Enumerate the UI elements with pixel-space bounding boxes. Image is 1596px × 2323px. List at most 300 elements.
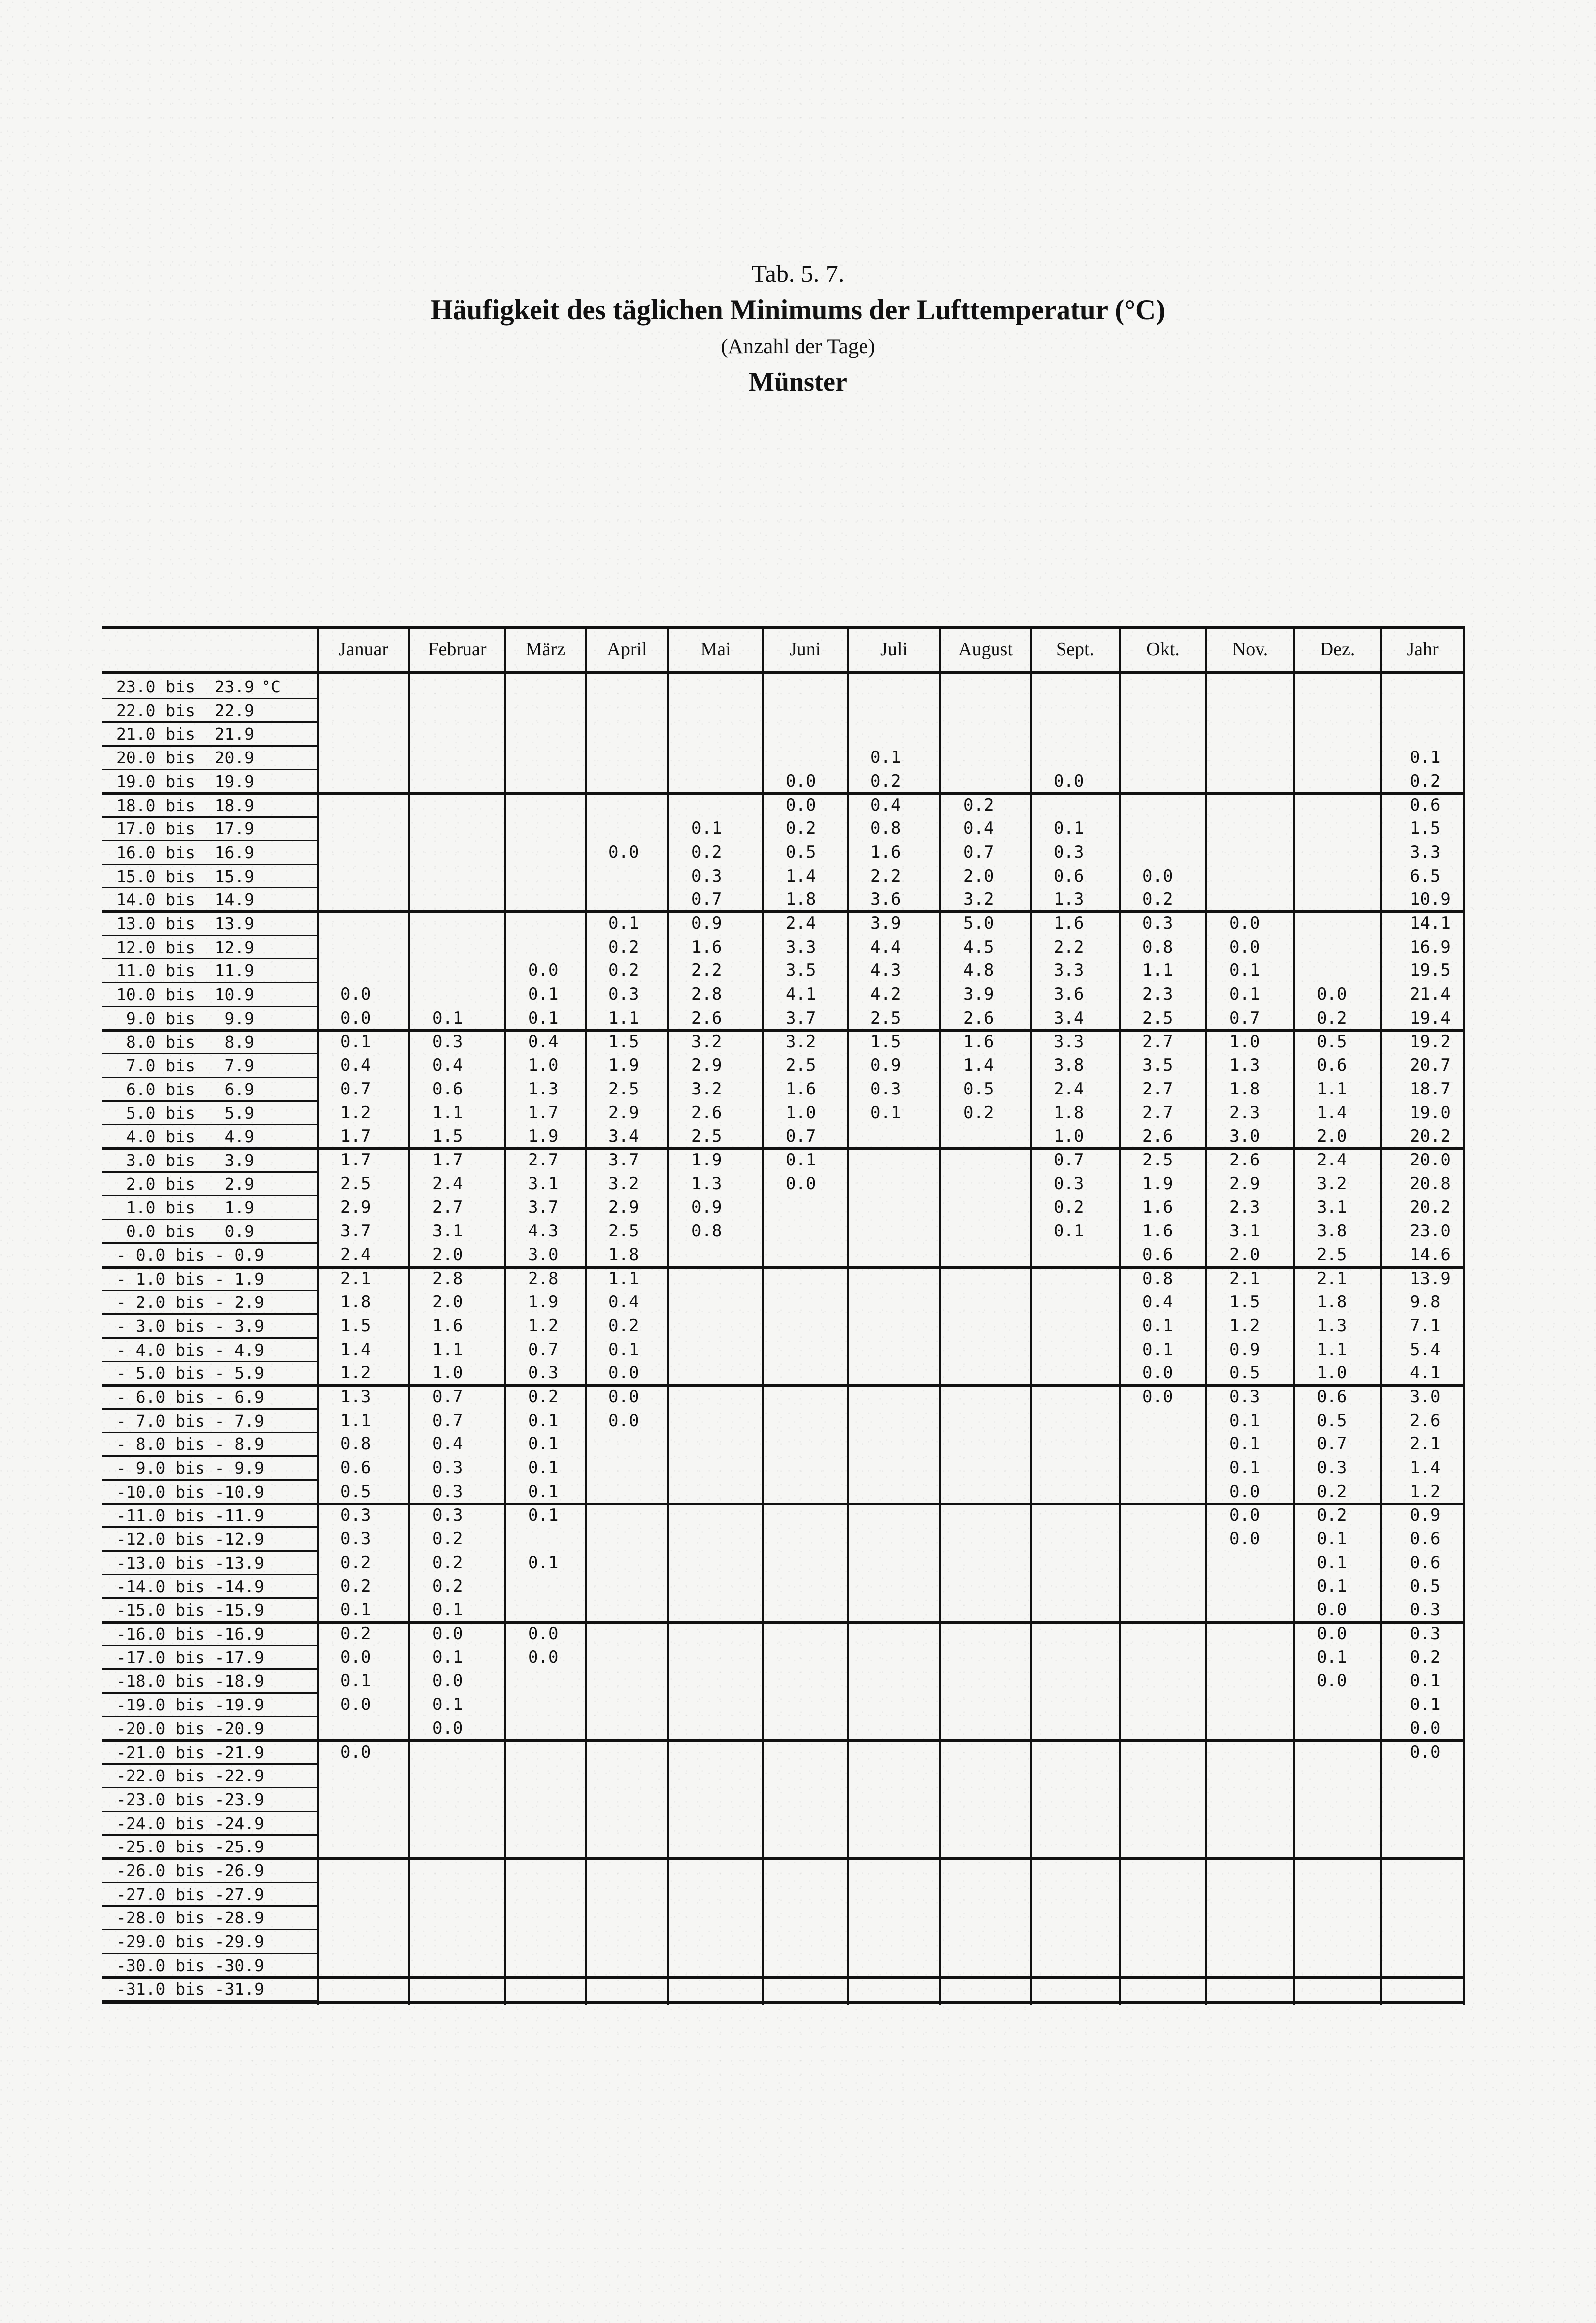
table-cell-value: 1.1 [1317, 1079, 1347, 1099]
row-range-label: - 5.0 bis - 5.9 [116, 1364, 265, 1383]
table-cell-value: 6.5 [1410, 866, 1441, 886]
table-cell-value: 2.5 [691, 1126, 722, 1147]
column-header: Sept. [1056, 639, 1095, 660]
table-cell-value: 0.0 [432, 1624, 463, 1643]
table-cell-value: 1.9 [528, 1126, 559, 1147]
table-cell-value: 2.4 [432, 1173, 463, 1194]
row-range-label: 17.0 bis 17.9 [116, 819, 255, 839]
table-cell-value: 2.1 [340, 1268, 371, 1289]
table-cell-value: 1.3 [691, 1173, 722, 1194]
table-cell-value: 0.0 [1317, 1624, 1347, 1643]
table-cell-value: 2.8 [432, 1268, 463, 1289]
row-range-label: 14.0 bis 14.9 [116, 890, 255, 910]
table-cell-value: 0.5 [1317, 1031, 1347, 1052]
table-cell-value: 0.1 [340, 1600, 371, 1620]
table-cell-value: 0.2 [1317, 1008, 1347, 1028]
row-range-label: -14.0 bis -14.9 [116, 1576, 265, 1596]
table-cell-value: 0.2 [1054, 1197, 1084, 1218]
table-cell-value: 2.6 [691, 1102, 722, 1123]
row-range-label: -17.0 bis -17.9 [116, 1647, 265, 1667]
table-cell-value: 20.8 [1410, 1173, 1451, 1194]
table-cell-value: 2.3 [1142, 984, 1173, 1005]
table-cell-value: 1.2 [340, 1102, 371, 1123]
table-cell-value: 0.2 [1317, 1481, 1347, 1502]
table-cell-value: 3.2 [786, 1031, 816, 1052]
table-cell-value: 1.1 [432, 1102, 463, 1123]
table-cell-value: 4.3 [528, 1221, 559, 1241]
table-cell-value: 1.6 [1142, 1197, 1173, 1218]
table-cell-value: 3.7 [608, 1150, 639, 1170]
table-cell-value: 0.0 [340, 984, 371, 1005]
table-cell-value: 1.0 [1054, 1126, 1084, 1147]
table-cell-value: 0.1 [528, 1481, 559, 1502]
table-cell-value: 0.1 [528, 1434, 559, 1454]
table-cell-value: 19.5 [1410, 960, 1451, 981]
table-cell-value: 0.1 [1142, 1315, 1173, 1336]
table-cell-value: 19.0 [1410, 1102, 1451, 1123]
table-cell-value: 0.7 [691, 889, 722, 910]
table-cell-value: 0.3 [432, 1031, 463, 1052]
table-cell-value: 0.9 [1410, 1505, 1441, 1525]
table-cell-value: 0.6 [340, 1458, 371, 1478]
table-cell-value: 2.8 [691, 984, 722, 1005]
table-number: Tab. 5. 7. [751, 260, 845, 287]
table-cell-value: 0.7 [1229, 1008, 1260, 1028]
table-cell-value: 2.9 [608, 1197, 639, 1218]
table-cell-value: 20.2 [1410, 1197, 1451, 1218]
table-cell-value: 0.1 [870, 748, 901, 768]
table-cell-value: 1.8 [1054, 1102, 1084, 1123]
column-divider [762, 626, 764, 2005]
table-cell-value: 0.3 [691, 866, 722, 886]
table-cell-value: 2.9 [1229, 1173, 1260, 1194]
table-cell-value: 0.5 [1229, 1363, 1260, 1383]
table-cell-value: 21.4 [1410, 984, 1451, 1005]
row-range-label: -16.0 bis -16.9 [116, 1624, 265, 1643]
table-cell-value: 3.3 [1410, 842, 1441, 862]
table-cell-value: 0.0 [1142, 1363, 1173, 1383]
row-range-label: -19.0 bis -19.9 [116, 1695, 265, 1715]
table-cell-value: 13.9 [1410, 1268, 1451, 1289]
table-cell-value: 0.6 [432, 1079, 463, 1099]
table-cell-value: 0.0 [528, 1624, 559, 1643]
table-cell-value: 1.0 [432, 1363, 463, 1383]
table-cell-value: 20.2 [1410, 1126, 1451, 1147]
row-range-label: - 0.0 bis - 0.9 [116, 1245, 265, 1265]
row-range-label: -21.0 bis -21.9 [116, 1742, 265, 1762]
table-cell-value: 1.0 [1317, 1363, 1347, 1383]
table-cell-value: 1.1 [340, 1410, 371, 1431]
row-range-label: -12.0 bis -12.9 [116, 1529, 265, 1549]
table-cell-value: 0.7 [432, 1387, 463, 1407]
table-cell-value: 0.1 [1229, 984, 1260, 1005]
row-range-label: -23.0 bis -23.9 [116, 1789, 265, 1809]
table-cell-value: 0.0 [1142, 866, 1173, 886]
column-header: Juni [789, 639, 821, 660]
table-cell-value: 0.0 [1317, 1671, 1347, 1691]
table-cell-value: 0.7 [528, 1339, 559, 1360]
table-cell-value: 3.3 [1054, 960, 1084, 981]
table-cell-value: 2.7 [1142, 1079, 1173, 1099]
table-cell-value: 0.1 [1410, 748, 1441, 768]
table-cell-value: 2.7 [1142, 1031, 1173, 1052]
table-cell-value: 0.2 [528, 1387, 559, 1407]
table-cell-value: 4.8 [963, 960, 994, 981]
table-cell-value: 3.0 [1229, 1126, 1260, 1147]
table-cell-value: 4.1 [786, 984, 816, 1005]
table-cell-value: 1.3 [1054, 889, 1084, 910]
table-cell-value: 3.5 [786, 960, 816, 981]
table-cell-value: 1.0 [1229, 1031, 1260, 1052]
row-range-label: 22.0 bis 22.9 [116, 700, 255, 720]
column-divider [1205, 626, 1207, 2005]
column-header: April [607, 639, 647, 660]
row-range-label: -31.0 bis -31.9 [116, 1979, 265, 1999]
table-cell-value: 0.0 [1317, 984, 1347, 1005]
table-cell-value: 3.9 [870, 913, 901, 933]
table-cell-value: 20.0 [1410, 1150, 1451, 1170]
table-cell-value: 0.1 [432, 1600, 463, 1620]
table-cell-value: 0.1 [528, 1552, 559, 1572]
row-range-label: 21.0 bis 21.9 [116, 724, 255, 744]
table-cell-value: 1.2 [340, 1363, 371, 1383]
table-cell-value: 1.6 [1142, 1221, 1173, 1241]
table-cell-value: 2.2 [1054, 937, 1084, 957]
table-cell-value: 1.4 [786, 866, 816, 886]
table-cell-value: 0.2 [691, 842, 722, 862]
table-cell-value: 1.9 [608, 1055, 639, 1076]
row-range-label: - 9.0 bis - 9.9 [116, 1458, 265, 1478]
table-cell-value: 1.6 [691, 937, 722, 957]
column-header: Jahr [1407, 639, 1439, 660]
row-range-label: 11.0 bis 11.9 [116, 961, 255, 981]
table-cell-value: 0.0 [1317, 1600, 1347, 1620]
row-range-label: - 6.0 bis - 6.9 [116, 1387, 265, 1407]
row-range-label: - 4.0 bis - 4.9 [116, 1340, 265, 1360]
table-cell-value: 0.9 [691, 1197, 722, 1218]
table-cell-value: 18.7 [1410, 1079, 1451, 1099]
table-cell-value: 23.0 [1410, 1221, 1451, 1241]
column-divider [317, 626, 319, 2005]
table-cell-value: 0.0 [432, 1718, 463, 1738]
table-cell-value: 0.4 [870, 795, 901, 815]
table-cell-value: 0.1 [786, 1150, 816, 1170]
table-cell-value: 2.5 [1142, 1008, 1173, 1028]
table-cell-value: 2.0 [1229, 1244, 1260, 1265]
frequency-table [102, 626, 1464, 2005]
table-cell-value: 0.3 [432, 1505, 463, 1525]
column-divider [585, 626, 587, 2005]
table-cell-value: 0.0 [608, 1410, 639, 1431]
table-cell-value: 0.3 [340, 1529, 371, 1549]
table-cell-value: 4.1 [1410, 1363, 1441, 1383]
table-cell-value: 3.2 [608, 1173, 639, 1194]
table-cell-value: 0.0 [340, 1742, 371, 1762]
table-cell-value: 0.3 [608, 984, 639, 1005]
row-range-label: 12.0 bis 12.9 [116, 937, 255, 957]
table-cell-value: 0.2 [432, 1552, 463, 1572]
table-cell-value: 14.6 [1410, 1244, 1451, 1265]
table-cell-value: 2.7 [1142, 1102, 1173, 1123]
table-cell-value: 2.6 [1142, 1126, 1173, 1147]
table-heading: Häufigkeit des täglichen Minimums der Lufttemperatur (°C) [430, 294, 1166, 326]
table-cell-value: 2.5 [1142, 1150, 1173, 1170]
row-range-label: 3.0 bis 3.9 [116, 1151, 255, 1170]
table-cell-value: 10.9 [1410, 889, 1451, 910]
table-cell-value: 0.0 [1229, 1481, 1260, 1502]
table-cell-value: 1.5 [1229, 1292, 1260, 1312]
table-cell-value: 0.8 [340, 1434, 371, 1454]
table-cell-value: 1.6 [963, 1031, 994, 1052]
table-cell-value: 1.8 [608, 1244, 639, 1265]
table-cell-value: 3.2 [963, 889, 994, 910]
table-cell-value: 3.7 [340, 1221, 371, 1241]
table-cell-value: 1.1 [608, 1008, 639, 1028]
row-range-label: -28.0 bis -28.9 [116, 1908, 265, 1928]
table-cell-value: 0.6 [1317, 1055, 1347, 1076]
column-header: Juli [880, 639, 908, 660]
table-cell-value: 1.6 [1054, 913, 1084, 933]
table-cell-value: 0.1 [528, 1458, 559, 1478]
table-cell-value: 1.9 [1142, 1173, 1173, 1194]
table-cell-value: 2.5 [608, 1079, 639, 1099]
table-cell-value: 0.0 [786, 795, 816, 815]
column-divider [1380, 626, 1382, 2005]
table-cell-value: 0.0 [608, 842, 639, 862]
table-cell-value: 0.3 [340, 1505, 371, 1525]
table-cell-value: 4.4 [870, 937, 901, 957]
table-cell-value: 0.2 [608, 1315, 639, 1336]
table-cell-value: 0.8 [691, 1221, 722, 1241]
table-cell-value: 0.0 [1229, 1529, 1260, 1549]
row-range-label: -29.0 bis -29.9 [116, 1932, 265, 1952]
column-divider [1119, 626, 1121, 2005]
row-range-label: 15.0 bis 15.9 [116, 866, 255, 886]
table-cell-value: 2.4 [1317, 1150, 1347, 1170]
table-cell-value: 0.4 [608, 1292, 639, 1312]
column-divider [847, 626, 849, 2005]
table-cell-value: 0.1 [870, 1102, 901, 1123]
row-range-label: 20.0 bis 20.9 [116, 748, 255, 768]
table-cell-value: 3.7 [528, 1197, 559, 1218]
column-divider [1463, 626, 1465, 2005]
row-range-label: -10.0 bis -10.9 [116, 1482, 265, 1502]
table-cell-value: 0.1 [1054, 1221, 1084, 1241]
table-cell-value: 1.8 [340, 1292, 371, 1312]
row-range-label: 16.0 bis 16.9 [116, 842, 255, 862]
table-cell-value: 2.9 [340, 1197, 371, 1218]
table-cell-value: 20.7 [1410, 1055, 1451, 1076]
column-header: Mai [700, 639, 731, 660]
column-header: August [958, 639, 1013, 660]
table-cell-value: 3.6 [870, 889, 901, 910]
row-range-label: -18.0 bis -18.9 [116, 1671, 265, 1691]
table-cell-value: 0.1 [1410, 1695, 1441, 1715]
table-cell-value: 0.1 [528, 1410, 559, 1431]
row-range-label: -30.0 bis -30.9 [116, 1955, 265, 1975]
table-cell-value: 0.9 [691, 913, 722, 933]
table-cell-value: 0.2 [963, 1102, 994, 1123]
table-cell-value: 3.1 [528, 1173, 559, 1194]
table-cell-value: 0.1 [340, 1671, 371, 1691]
table-cell-value: 0.6 [1410, 795, 1441, 815]
table-cell-value: 1.0 [786, 1102, 816, 1123]
row-range-label: 7.0 bis 7.9 [116, 1056, 255, 1076]
table-cell-value: 2.9 [691, 1055, 722, 1076]
table-cell-value: 5.4 [1410, 1339, 1441, 1360]
table-cell-value: 0.2 [432, 1576, 463, 1596]
table-cell-value: 0.1 [1317, 1576, 1347, 1596]
table-cell-value: 0.1 [1317, 1552, 1347, 1572]
table-cell-value: 2.1 [1410, 1434, 1441, 1454]
table-cell-value: 2.7 [432, 1197, 463, 1218]
table-cell-value: 2.5 [1317, 1244, 1347, 1265]
table-cell-value: 2.5 [340, 1173, 371, 1194]
table-cell-value: 2.6 [1229, 1150, 1260, 1170]
row-range-label: 6.0 bis 6.9 [116, 1079, 255, 1099]
row-range-label: -25.0 bis -25.9 [116, 1837, 265, 1857]
table-cell-value: 0.0 [1229, 913, 1260, 933]
row-range-label: 9.0 bis 9.9 [116, 1008, 255, 1028]
row-range-label: -27.0 bis -27.9 [116, 1884, 265, 1904]
table-cell-value: 19.2 [1410, 1031, 1451, 1052]
table-cell-value: 2.2 [691, 960, 722, 981]
table-cell-value: 0.2 [340, 1552, 371, 1572]
table-cell-value: 2.5 [870, 1008, 901, 1028]
table-cell-value: 1.8 [786, 889, 816, 910]
table-cell-value: 0.3 [1410, 1624, 1441, 1643]
table-cell-value: 2.6 [963, 1008, 994, 1028]
table-cell-value: 3.1 [432, 1221, 463, 1241]
table-cell-value: 2.3 [1229, 1197, 1260, 1218]
table-cell-value: 1.1 [1142, 960, 1173, 981]
table-cell-value: 3.7 [786, 1008, 816, 1028]
table-cell-value: 0.3 [1317, 1458, 1347, 1478]
table-cell-value: 0.2 [608, 937, 639, 957]
table-bottom-rule [102, 2001, 1464, 2004]
table-cell-value: 1.0 [528, 1055, 559, 1076]
table-cell-value: 0.2 [786, 819, 816, 839]
column-divider [408, 626, 410, 2005]
table-cell-value: 1.6 [870, 842, 901, 862]
table-cell-value: 1.1 [1317, 1339, 1347, 1360]
table-cell-value: 0.2 [340, 1624, 371, 1643]
table-cell-value: 0.3 [1410, 1600, 1441, 1620]
table-cell-value: 1.8 [1229, 1079, 1260, 1099]
row-range-label: 2.0 bis 2.9 [116, 1174, 255, 1194]
table-cell-value: 0.1 [1229, 1458, 1260, 1478]
table-cell-value: 2.1 [1317, 1268, 1347, 1289]
column-header: Januar [338, 639, 389, 660]
table-cell-value: 0.4 [432, 1434, 463, 1454]
table-cell-value: 0.1 [1229, 1434, 1260, 1454]
table-cell-value: 0.1 [1142, 1339, 1173, 1360]
table-cell-value: 0.5 [340, 1481, 371, 1502]
table-cell-value: 0.8 [1142, 937, 1173, 957]
table-cell-value: 0.0 [1229, 937, 1260, 957]
table-cell-value: 2.0 [1317, 1126, 1347, 1147]
column-divider [1030, 626, 1032, 2005]
row-range-label: - 3.0 bis - 3.9 [116, 1316, 265, 1336]
column-divider [939, 626, 941, 2005]
table-cell-value: 0.6 [1142, 1244, 1173, 1265]
table-cell-value: 0.6 [1410, 1552, 1441, 1572]
table-cell-value: 0.1 [528, 984, 559, 1005]
row-range-label: - 7.0 bis - 7.9 [116, 1411, 265, 1431]
table-cell-value: 1.1 [608, 1268, 639, 1289]
table-cell-value: 0.5 [963, 1079, 994, 1099]
row-range-label: -13.0 bis -13.9 [116, 1553, 265, 1572]
table-cell-value: 1.5 [340, 1315, 371, 1336]
table-cell-value: 2.2 [870, 866, 901, 886]
table-cell-value: 3.1 [1317, 1197, 1347, 1218]
table-cell-value: 0.3 [1054, 1173, 1084, 1194]
table-cell-value: 0.0 [528, 960, 559, 981]
row-range-label: 23.0 bis 23.9 °C [116, 677, 281, 696]
table-cell-value: 2.3 [1229, 1102, 1260, 1123]
table-cell-value: 0.7 [432, 1410, 463, 1431]
column-header: Okt. [1146, 639, 1180, 660]
table-cell-value: 1.4 [1410, 1458, 1441, 1478]
table-cell-value: 0.0 [1229, 1505, 1260, 1525]
table-cell-value: 0.4 [528, 1031, 559, 1052]
table-cell-value: 0.5 [1317, 1410, 1347, 1431]
table-cell-value: 0.1 [1229, 960, 1260, 981]
table-cell-value: 0.8 [1142, 1268, 1173, 1289]
table-cell-value: 0.0 [432, 1671, 463, 1691]
column-header: Februar [428, 639, 487, 660]
table-cell-value: 1.7 [528, 1102, 559, 1123]
table-cell-value: 1.3 [1317, 1315, 1347, 1336]
table-cell-value: 0.5 [786, 842, 816, 862]
row-range-label: 5.0 bis 5.9 [116, 1103, 255, 1123]
column-divider [504, 626, 506, 2005]
table-cell-value: 0.0 [340, 1647, 371, 1667]
table-cell-value: 0.0 [1054, 771, 1084, 791]
table-cell-value: 0.2 [340, 1576, 371, 1596]
table-cell-value: 0.1 [608, 1339, 639, 1360]
table-cell-value: 0.3 [432, 1481, 463, 1502]
table-cell-value: 0.1 [608, 913, 639, 933]
row-range-label: 1.0 bis 1.9 [116, 1198, 255, 1218]
table-cell-value: 0.1 [432, 1647, 463, 1667]
table-cell-value: 3.3 [786, 937, 816, 957]
table-cell-value: 0.1 [691, 819, 722, 839]
row-range-label: - 2.0 bis - 2.9 [116, 1293, 265, 1312]
table-cell-value: 0.1 [1317, 1529, 1347, 1549]
table-cell-value: 0.6 [1410, 1529, 1441, 1549]
table-cell-value: 14.1 [1410, 913, 1451, 933]
table-cell-value: 2.6 [1410, 1410, 1441, 1431]
table-cell-value: 1.4 [1317, 1102, 1347, 1123]
row-range-label: 0.0 bis 0.9 [116, 1222, 255, 1241]
table-cell-value: 4.3 [870, 960, 901, 981]
table-cell-value: 0.2 [870, 771, 901, 791]
column-divider [1293, 626, 1295, 2005]
table-cell-value: 1.3 [340, 1387, 371, 1407]
table-cell-value: 0.2 [432, 1529, 463, 1549]
table-cell-value: 0.3 [870, 1079, 901, 1099]
table-cell-value: 0.7 [1317, 1434, 1347, 1454]
table-cell-value: 0.3 [1054, 842, 1084, 862]
table-cell-value: 5.0 [963, 913, 994, 933]
table-cell-value: 0.2 [1142, 889, 1173, 910]
row-range-label: -15.0 bis -15.9 [116, 1600, 265, 1620]
table-cell-value: 0.2 [608, 960, 639, 981]
column-header: März [525, 639, 566, 660]
table-cell-value: 1.2 [1229, 1315, 1260, 1336]
table-cell-value: 0.0 [608, 1363, 639, 1383]
